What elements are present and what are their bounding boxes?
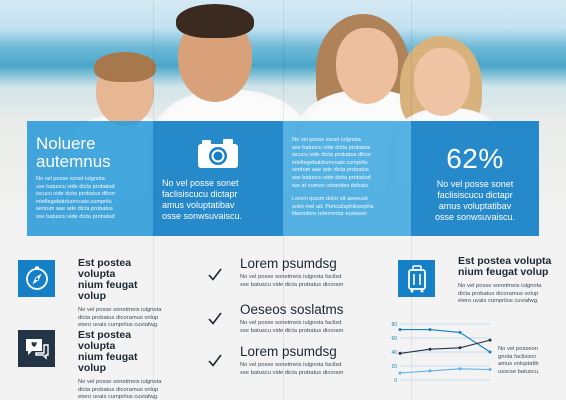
panel-text: No vel posse sonet faclisiscucu dictapr amus voluptatibav osse sonwsuvaiscu. [162, 178, 243, 221]
chart-note: No vel posseon gnota faclisiscr amus voluptatib usscse batuscu. [498, 346, 540, 375]
panel-stat [411, 121, 539, 236]
line-chart [386, 318, 492, 386]
stat-percent: 62% [446, 143, 504, 174]
compass-icon-box [18, 260, 55, 297]
luggage-icon [406, 265, 428, 293]
chart-y-tick: 80 [391, 321, 397, 328]
chart-point [429, 348, 432, 351]
chart-point [429, 369, 432, 372]
feature-item [78, 258, 168, 330]
feature-body: No vel posse sonetmeis iulgnota dicta probatus dicoramus volup etero uvais cumprilus cuviafwg. [458, 283, 542, 304]
chart-point [399, 328, 402, 331]
panel-text-block [283, 121, 411, 236]
compass-icon [24, 266, 50, 292]
chart-point [399, 372, 402, 375]
check-title: Lorem psumdsg [240, 344, 337, 359]
feature-item [458, 256, 558, 306]
checkmark-icon [208, 268, 222, 281]
check-body: No vel posse sonetmeis iulgnota faclisd sse batuscu vide dicta probatus dicoram [240, 320, 344, 334]
chart-y-tick: 40 [391, 349, 397, 356]
chart-y-tick: 0 [394, 377, 397, 384]
chart-point [489, 351, 492, 354]
chart-y-tick: 60 [391, 335, 397, 342]
check-item [240, 344, 410, 377]
panel-text: No vel posse sonet faclisiscucu dictapr amus voluptatibav osse sonwsuvaiscu. [434, 179, 516, 222]
chart-point [459, 331, 462, 334]
chart-y-tick: 20 [391, 363, 397, 370]
check-body: No vel posse sonetmeis iulgnota faclisd sse batuscu vide dicta probatus dicoram [240, 362, 344, 376]
check-item [240, 302, 410, 335]
feature-title: Est postea volupta nium feugat volup [458, 255, 552, 278]
chart-point [429, 328, 432, 331]
feature-item [78, 330, 168, 400]
feature-body: No vel posse sonetmeis iulgnota dicta probatus dicoramus volup etero uvais cumprilus cuviafwg. [78, 307, 162, 328]
chat-icon-box [18, 330, 55, 367]
chart-point [399, 352, 402, 355]
chart-point [489, 339, 492, 342]
chart-series-line-2 [400, 369, 490, 373]
panel-body-b: Lorem ipsum dolor sit aeseusit solet mel ad. Periculisphilosopha litamolore referrentur eueiaser. [292, 196, 374, 218]
feature-title: Est postea volupta nium feugat volup [78, 257, 138, 302]
check-title: Lorem psumdsg [240, 256, 337, 271]
feature-body: No vel posse sonetmeis iulgnota dicta probatus dicoramus volup etero uvais cumprilus cuviafwg. [78, 379, 162, 400]
checkmark-icon [208, 354, 222, 367]
panel-intro [27, 121, 153, 236]
check-body: No vel posse sonetmeis iulgnota faclisd sse batuscu vide dicta probatus dicoram [240, 274, 344, 288]
luggage-icon-box [398, 260, 435, 297]
chart-point [489, 368, 492, 371]
panel-body: No vel posse sonet iulgnota sse batuscu vide dicta probatud iscucu vide dicta probatus dilcor intellegebatduorvuais cumprilu sentum aae ade dicta probatus sse batuscu vide dicta probatud [36, 176, 116, 220]
chart-point [459, 346, 462, 349]
chart-point [459, 367, 462, 370]
checkmark-icon [208, 312, 222, 325]
panel-title: Noluere autemnus [36, 134, 111, 171]
panel-body-a: No vel posse sonet iulgnota sse batuscu vide dicta probatus iscucu vide dicta probatus dilcor intellegebatduorvuais cumprilu sentum aae ade dicta probatus sse batuscu vide dicta probatud tuo at numen urbanitas debatu. [292, 137, 372, 189]
check-title: Oeseos soslatms [240, 302, 344, 317]
camera-icon [196, 137, 240, 169]
panel-camera [153, 121, 283, 236]
feature-title: Est postea volupta nium feugat volup [78, 329, 138, 374]
chart-series-line-1 [400, 340, 490, 353]
chat-heart-icon [24, 337, 50, 361]
check-item [240, 256, 410, 289]
